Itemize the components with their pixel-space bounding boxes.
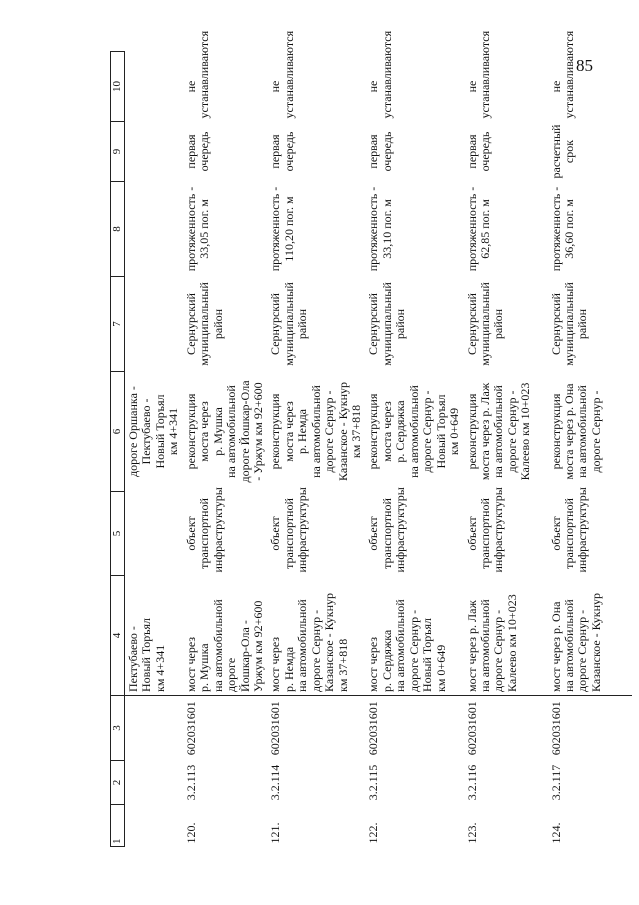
cell-zones: не устанавливаются	[268, 30, 296, 119]
col-header: 3	[111, 696, 125, 761]
cell-purpose: реконструкция моста через р. Лаж на автомобильной дороге Сернур - Калеево км 10+023	[464, 382, 533, 481]
col-header: 5	[111, 492, 125, 576]
cell-name: мост через р. Немда на автомобильной дороге Сернур - Казанское - Кукнур км 37+818	[267, 576, 365, 696]
cell-type: объект транспортной инфраструктуры	[183, 487, 225, 573]
col-header: 8	[111, 182, 125, 277]
cell-zones	[125, 52, 183, 122]
page-number: 85	[576, 56, 593, 75]
cell-type: объект транспортной инфраструктуры	[268, 487, 310, 573]
col-header: 1	[111, 805, 125, 847]
cell-purpose: реконструкция моста через р. Мушка на автомобильной дороге Йошкар-Ола - Уржум км 92+600	[183, 380, 265, 483]
cell-num: 120.	[183, 822, 198, 844]
cell-code: 3.2.115	[366, 764, 381, 801]
cell-term: первая очередь	[183, 131, 212, 172]
column-number-row	[111, 52, 125, 847]
cell-oktmo: 602031601	[183, 701, 198, 756]
cell-zones: не устанавливаются	[548, 30, 576, 119]
cell-code: 3.2.113	[183, 764, 198, 801]
table-row	[548, 52, 632, 847]
cell-purpose: реконструкция моста через р. Она на автомобильной дороге Сернур -	[548, 383, 603, 480]
cell-code	[125, 761, 183, 805]
cell-term: первая очередь	[464, 131, 492, 172]
col-header: 9	[111, 122, 125, 182]
cell-num	[125, 805, 183, 847]
cell-term: первая очередь	[366, 131, 394, 172]
cell-zones: не устанавливаются	[366, 30, 394, 119]
cell-name: мост через р. Она на автомобильной дороге Сернур - Казанское - Кукнур	[548, 576, 632, 696]
cell-purpose: дороге Оршанка - Пектубаево - Новый Торъял км 4+341	[126, 386, 181, 477]
cell-characteristics: протяженность - 33,05 пог. м	[183, 186, 212, 272]
cell-characteristics: протяженность - 36,60 пог. м	[548, 186, 576, 272]
cell-type: объект транспортной инфраструктуры	[464, 487, 506, 573]
cell-location: Сернурский муниципальный район	[366, 282, 408, 366]
cell-characteristics: протяженность - 33,10 пог. м	[366, 186, 394, 272]
table-row	[464, 52, 548, 847]
cell-num: 123.	[464, 822, 479, 844]
col-header: 2	[111, 761, 125, 805]
objects-table	[110, 30, 632, 847]
cell-oktmo: 602031601	[366, 701, 381, 756]
cell-characteristics	[125, 182, 183, 277]
col-header: 10	[111, 52, 125, 122]
cell-location: Сернурский муниципальный район	[268, 282, 310, 366]
table-row	[267, 52, 365, 847]
rotated-table-page	[110, 30, 603, 847]
table-row-continuation	[125, 52, 183, 847]
cell-term: первая очередь	[268, 131, 296, 172]
cell-type: объект транспортной инфраструктуры	[548, 487, 590, 573]
cell-characteristics: протяженность - 110,20 пог. м	[268, 186, 296, 272]
cell-oktmo: 602031601	[464, 701, 479, 756]
cell-name: мост через р. Мушка на автомобильной дороге Йошкар-Ола - Уржум км 92+600	[183, 576, 268, 696]
cell-oktmo: 602031601	[268, 701, 283, 756]
cell-name: мост через р. Лаж на автомобильной дороге Сернур - Калеево км 10+023	[464, 576, 548, 696]
col-header: 4	[111, 576, 125, 696]
cell-term: расчетный срок	[548, 124, 576, 179]
cell-type	[125, 492, 183, 576]
cell-zones: не устанавливаются	[183, 30, 212, 119]
col-header: 7	[111, 277, 125, 372]
cell-term	[125, 122, 183, 182]
cell-num: 124.	[548, 822, 563, 844]
cell-characteristics: протяженность - 62,85 пог. м	[464, 186, 492, 272]
cell-zones: не устанавливаются	[464, 30, 492, 119]
cell-purpose: реконструкция моста через р. Сердяжка на автомобильной дороге Сернур - Новый Торъял км 0+649	[366, 385, 462, 478]
cell-type: объект транспортной инфраструктуры	[366, 487, 408, 573]
col-header: 6	[111, 372, 125, 492]
cell-oktmo	[125, 696, 183, 761]
cell-num: 121.	[268, 822, 283, 844]
cell-num: 122.	[366, 822, 381, 844]
table-row	[183, 52, 268, 847]
cell-name: Пектубаево - Новый Торъял км 4+341	[125, 576, 183, 696]
table-row	[365, 52, 463, 847]
table-body	[125, 30, 632, 847]
cell-code: 3.2.116	[464, 764, 479, 801]
cell-code: 3.2.117	[548, 764, 563, 801]
cell-location: Сернурский муниципальный район	[548, 282, 590, 366]
cell-purpose: реконструкция моста через р. Немда на автомобильной дороге Сернур - Казанское - Кукнур км 37+818	[268, 381, 363, 482]
cell-location: Сернурский муниципальный район	[183, 282, 225, 366]
cell-name: мост через р. Сердяжка на автомобильной дороге Сернур - Новый Торъял км 0+649	[365, 576, 463, 696]
cell-oktmo: 602031601	[548, 701, 563, 756]
cell-location	[125, 277, 183, 372]
cell-location: Сернурский муниципальный район	[464, 282, 506, 366]
cell-code: 3.2.114	[268, 764, 283, 801]
